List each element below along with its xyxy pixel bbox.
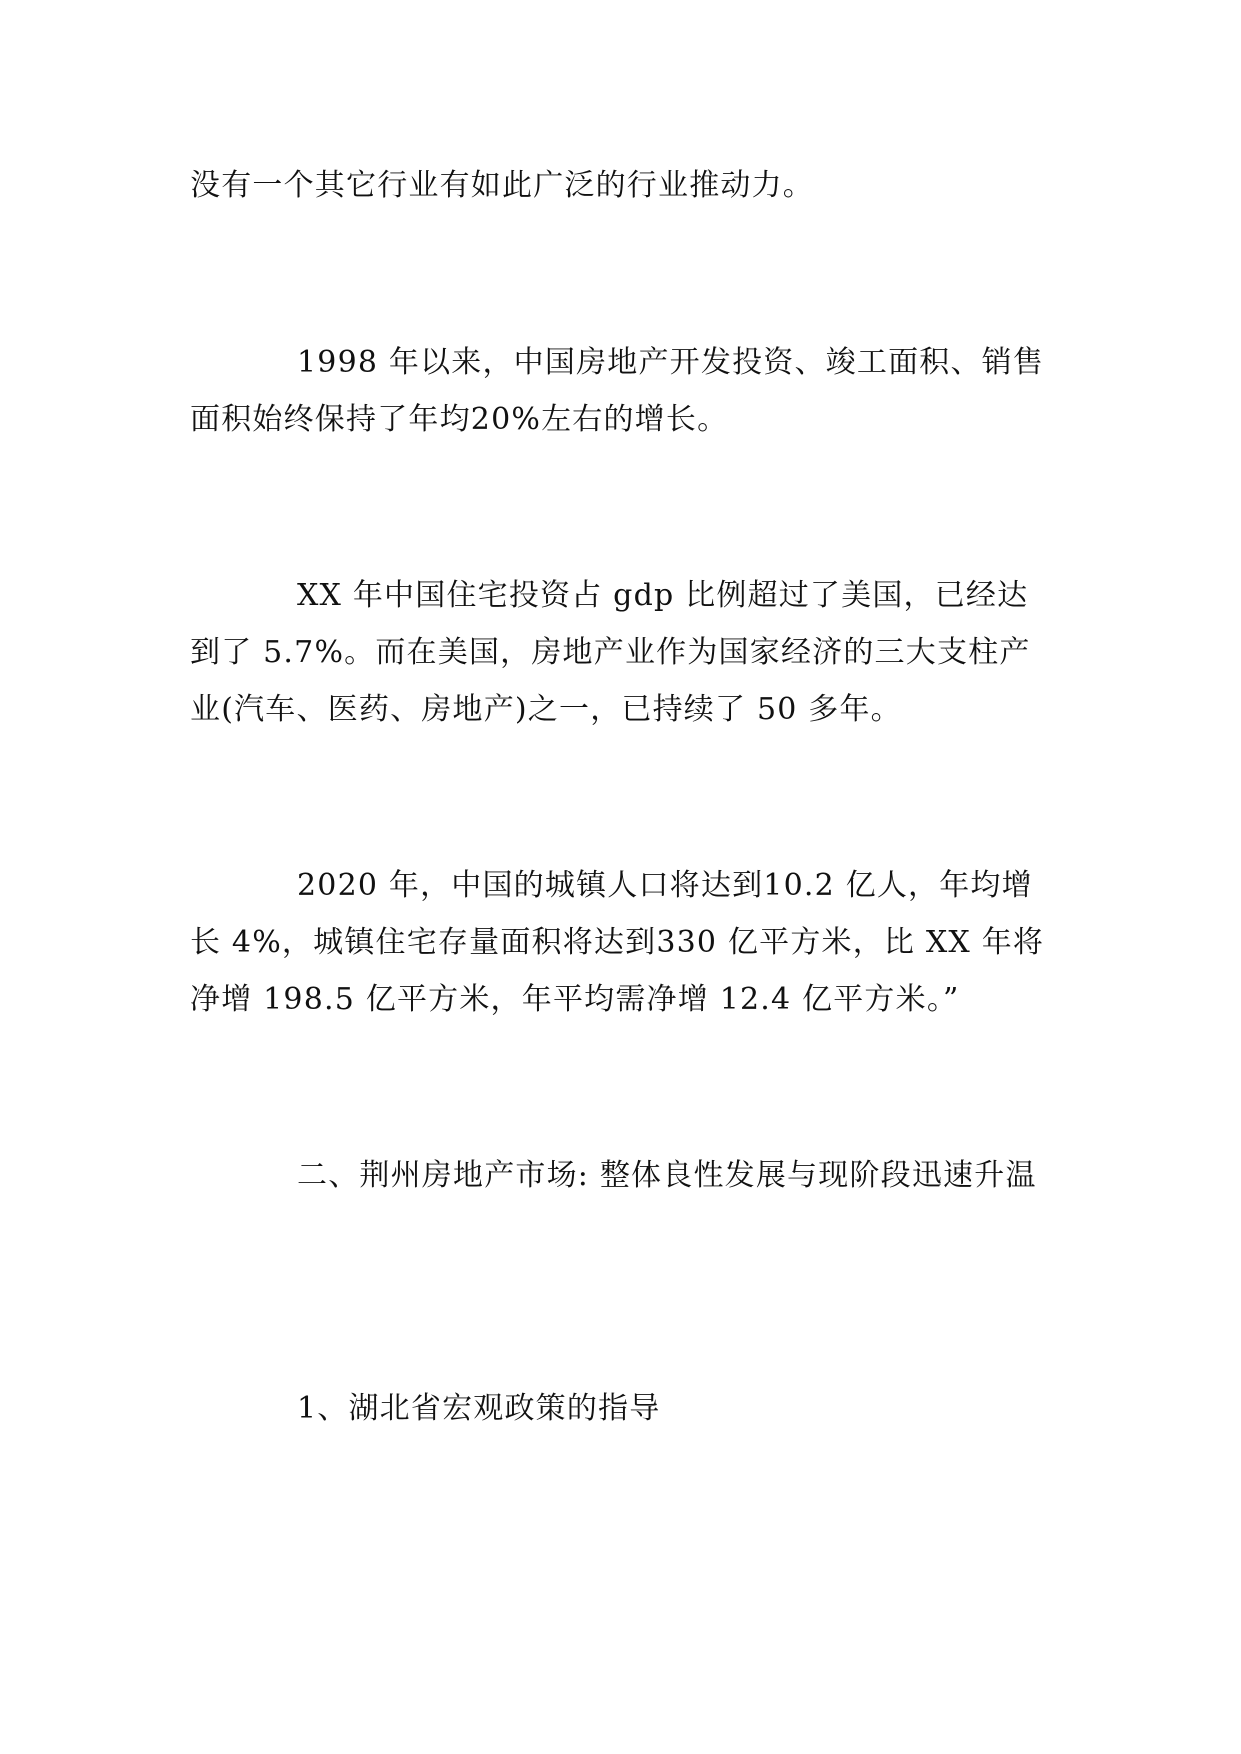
paragraph-gdp-ratio: XX 年中国住宅投资占 gdp 比例超过了美国，已经达到了 5.7%。而在美国，房地产业作为国家经济的三大支柱产业(汽车、医药、房地产)之一，已持续了 50 多年。 (190, 578, 1031, 727)
paragraph-2020-urban-population: 2020 年，中国的城镇人口将达到10.2 亿人，年均增长 4%，城镇住宅存量面积将达到330 亿平方米，比 XX 年将净增 198.5 亿平方米，年平均需净增 12.4 亿平方米。” (190, 868, 1045, 1017)
paragraph-industry-driving-force: 没有一个其它行业有如此广泛的行业推动力。 (190, 168, 814, 203)
paragraph-1998-growth: 1998 年以来，中国房地产开发投资、竣工面积、销售面积始终保持了年均20%左右的增长。 (190, 345, 1045, 437)
section-heading-jingzhou-market: 二、荆州房地产市场: 整体良性发展与现阶段迅速升温 (297, 1158, 1037, 1193)
subsection-heading-hubei-policy: 1、湖北省宏观政策的指导 (297, 1391, 661, 1426)
